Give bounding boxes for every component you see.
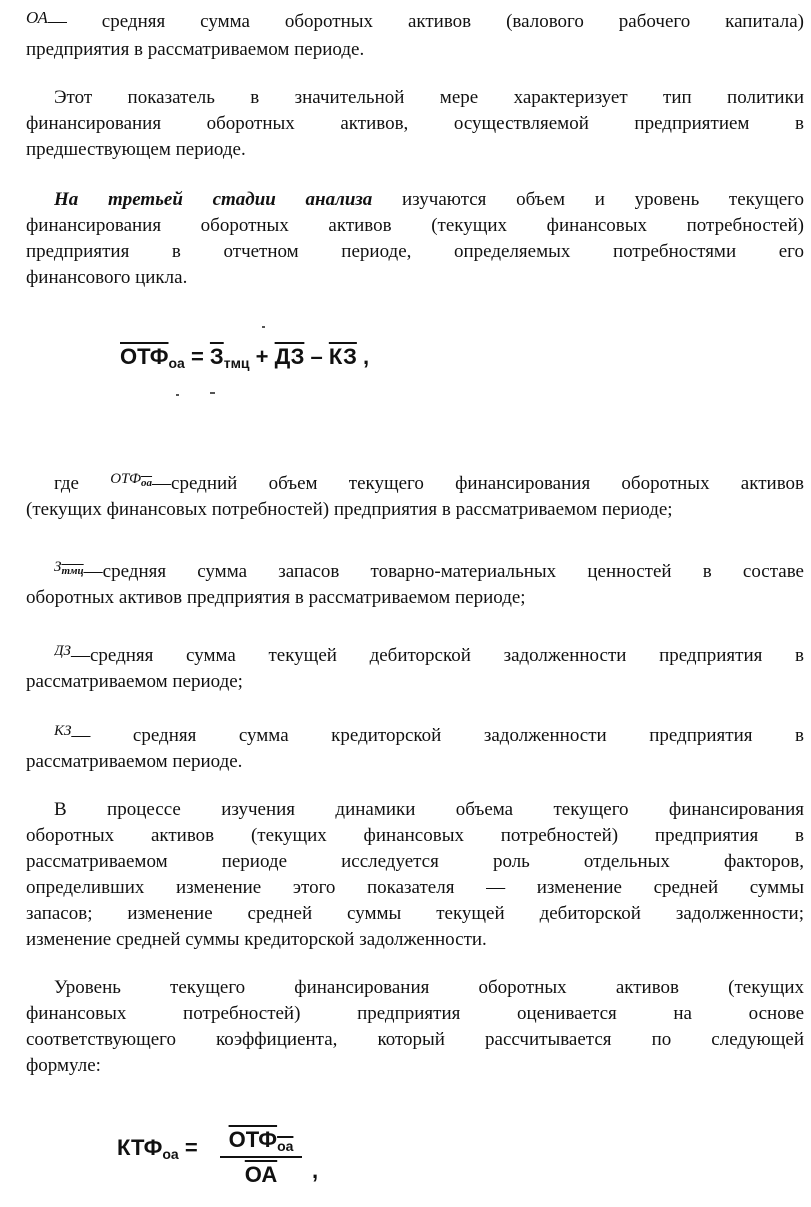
def2-text1: —средняя сумма запасов товарно-материальных ценностей в составе [83,561,804,582]
def1-line1 [54,472,804,496]
def2-symbol-main: З [54,560,62,575]
para1-line1 [26,10,804,34]
para4-line3: рассматриваемом периоде исследуется роль отдельных факторов, [26,851,804,872]
para4-line5: запасов; изменение средней суммы текущей дебиторской задолженности; [26,903,804,924]
def1-line2: (текущих финансовых потребностей) предприятия в рассматриваемом периоде; [26,499,673,520]
def4-line1 [54,724,804,748]
para3-text1: изучаются объем и уровень текущего [372,189,804,210]
para5-line1: Уровень текущего финансирования оборотных активов (текущих [54,977,804,998]
def1-symbol-main: ОТФ [110,472,142,487]
def1-symbol [110,472,152,495]
def1-text1: —средний объем текущего финансирования оборотных активов [152,473,804,494]
formula-otf-kz: КЗ [328,344,357,369]
def2-symbol [54,560,84,583]
stage-heading: На третьей стадии анализа [54,189,373,210]
scan-speck [176,394,179,396]
formula-ktf-numerator-sub: оа [277,1138,294,1154]
para5-line3: соответствующего коэффициента, который рассчитывается по следующей [26,1029,804,1050]
formula-ktf-denominator: ОА [244,1162,278,1187]
formula-otf-dz: ДЗ [274,344,305,369]
para2-line2: финансирования оборотных активов, осуществляемой предприятием в [26,113,804,134]
formula-otf-zapasy-sub: тмц [223,355,250,371]
para1-text1: — средняя сумма оборотных активов (валового рабочего капитала) [47,11,804,32]
formula-otf-lhs: ОТФ [120,344,169,369]
def2-line2: оборотных активов предприятия в рассматриваемом периоде; [26,587,526,608]
formula-otf-tail: , [356,344,370,369]
formula-otf-zapasy: З [209,344,224,369]
formula-otf [120,344,369,371]
para4-line1: В процессе изучения динамики объема текущего финансирования [54,799,804,820]
para2-line3: предшествующем периоде. [26,139,246,160]
def4-line2: рассматриваемом периоде. [26,751,243,772]
formula-otf-minus: – [304,344,329,369]
formula-ktf-lhs-sub: оа [162,1146,179,1162]
para5-line4: формуле: [26,1055,101,1076]
para4-line2: оборотных активов (текущих финансовых потребностей) предприятия в [26,825,804,846]
scan-speck [262,326,265,328]
formula-ktf-tail: , [312,1158,319,1183]
para1-line2: предприятия в рассматриваемом периоде. [26,39,365,60]
def4-text1: — средняя сумма кредиторской задолженности предприятия в [71,725,804,746]
para3-line4: финансового цикла. [26,267,188,288]
formula-ktf-numerator [220,1127,302,1154]
def3-line2: рассматриваемом периоде; [26,671,243,692]
formula-ktf-numerator-main: ОТФ [228,1127,278,1152]
def3-text1: —средняя сумма текущей дебиторской задолженности предприятия в [70,645,804,666]
def4-symbol: КЗ [54,724,72,739]
def2-line1 [54,560,804,584]
scan-speck [210,392,215,394]
fraction-bar [220,1156,302,1158]
def1-where: где [54,473,79,494]
para5-line2: финансовых потребностей) предприятия оценивается на основе [26,1003,804,1024]
formula-ktf-fraction [220,1127,302,1188]
formula-ktf-eq: = [178,1135,198,1160]
para2-line1: Этот показатель в значительной мере характеризует тип политики [54,87,804,108]
def3-symbol: ДЗ [54,644,71,659]
def3-line1 [54,644,804,668]
formula-ktf-lhs: КТФ [117,1135,163,1160]
para4-line6: изменение средней суммы кредиторской задолженности. [26,929,487,950]
formula-ktf [117,1135,198,1162]
oa-symbol: ОА [26,10,48,27]
para3-line1 [54,188,804,212]
formula-otf-plus: + [249,344,275,369]
para3-line3: предприятия в отчетном периоде, определяемых потребностями его [26,241,804,262]
def2-symbol-sub: тмц [61,565,84,577]
formula-otf-lhs-sub: оа [168,355,185,371]
formula-otf-eq: = [184,344,210,369]
para3-line2: финансирования оборотных активов (текущих финансовых потребностей) [26,215,804,236]
def1-symbol-sub: оа [141,477,153,489]
para4-line4: определивших изменение этого показателя — изменение средней суммы [26,877,804,898]
